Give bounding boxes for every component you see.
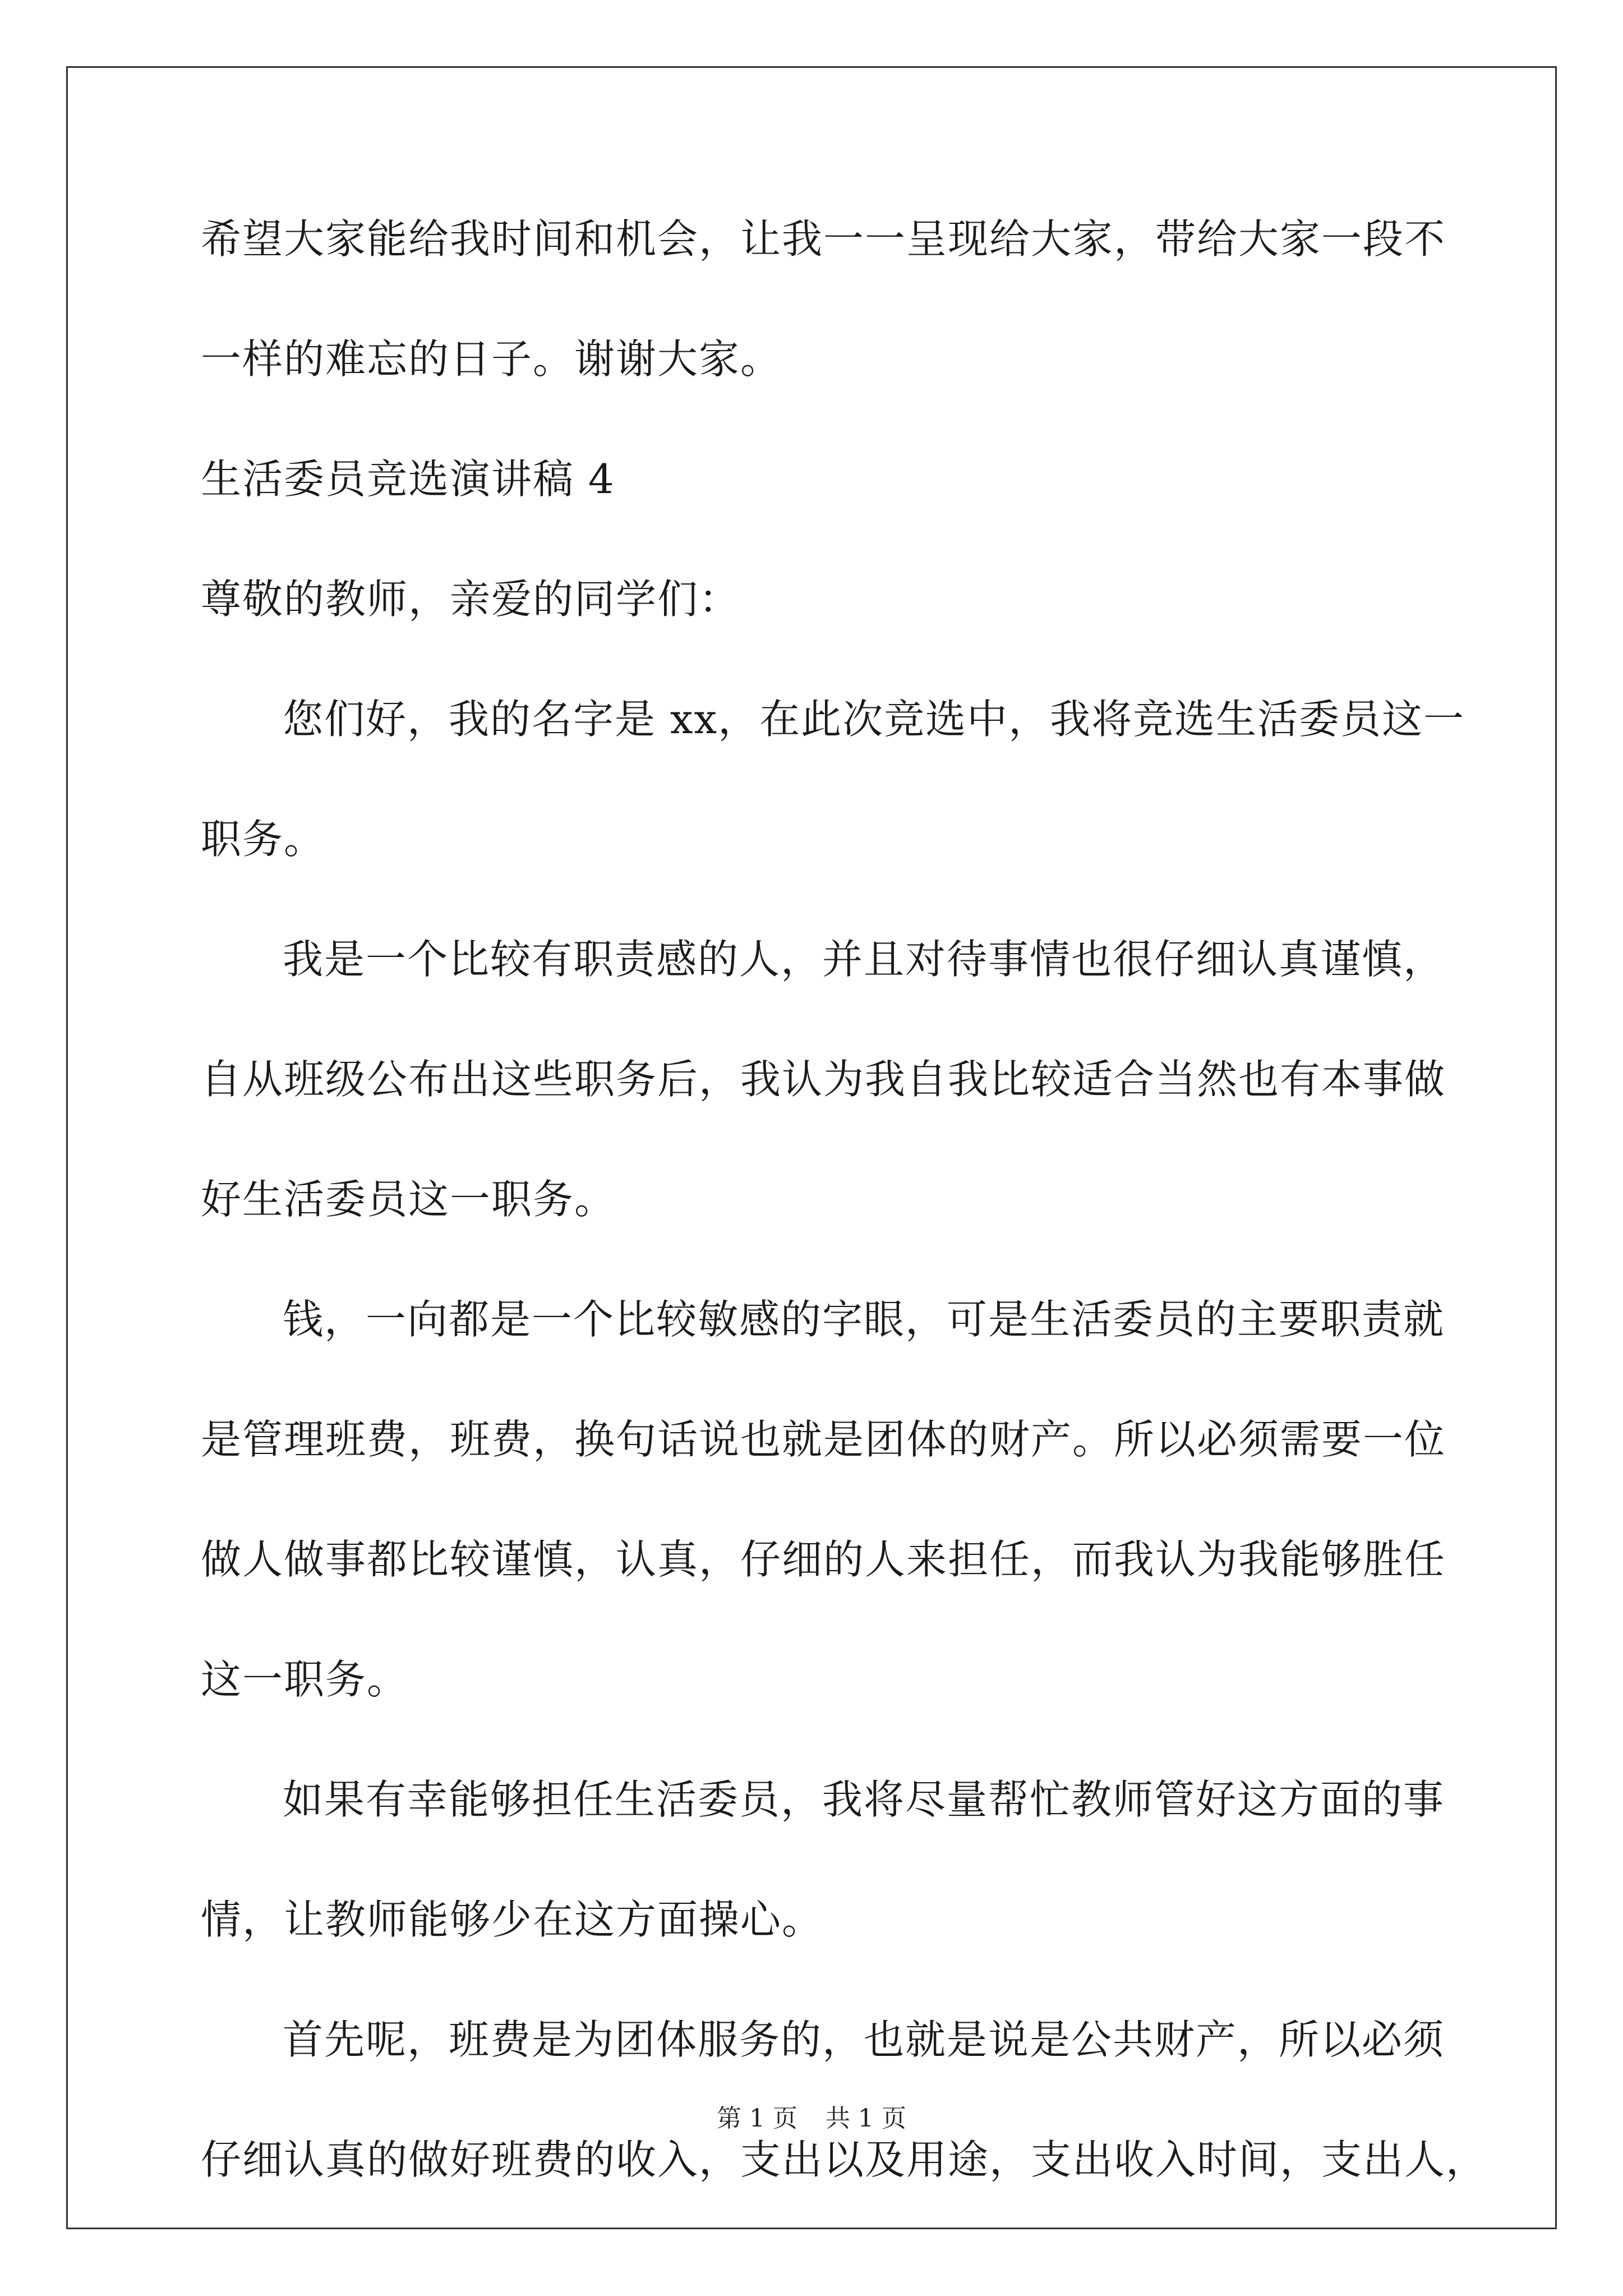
text-line: 钱，一向都是一个比较敏感的字眼，可是生活委员的主要职责就: [283, 1296, 1445, 1343]
text-line: 做人做事都比较谨慎，认真，仔细的人来担任，而我认为我能够胜任: [201, 1536, 1446, 1583]
text-line: 情，让教师能够少在这方面操心。: [201, 1896, 824, 1943]
text-line: 如果有幸能够担任生活委员，我将尽量帮忙教师管好这方面的事: [283, 1776, 1445, 1823]
page-footer: [0, 2106, 1623, 2131]
text-line: 我是一个比较有职责感的人，并且对待事情也很仔细认真谨慎，: [283, 936, 1445, 983]
text-line: 职务。: [201, 816, 326, 863]
salutation: 尊敬的教师，亲爱的同学们：: [201, 576, 741, 623]
section-heading: 生活委员竞选演讲稿 4: [201, 455, 615, 503]
text-line: 希望大家能给我时间和机会，让我一一呈现给大家，带给大家一段不: [201, 215, 1446, 263]
text-line: 好生活委员这一职务。: [201, 1176, 616, 1223]
page-total: 共 1 页: [826, 2104, 906, 2133]
text-line: 仔细认真的做好班费的收入，支出以及用途，支出收入时间，支出人，: [201, 2136, 1488, 2183]
text-line: 这一职务。: [201, 1656, 409, 1703]
page-number: 第 1 页: [717, 2104, 797, 2133]
text-line: 自从班级公布出这些职务后，我认为我自我比较适合当然也有本事做: [201, 1056, 1446, 1103]
text-line: 一样的难忘的日子。谢谢大家。: [201, 335, 782, 383]
document-body: [201, 215, 1488, 2260]
text-line: 首先呢，班费是为团体服务的，也就是说是公共财产，所以必须: [283, 2016, 1445, 2063]
text-line: 您们好，我的名字是 xx，在此次竞选中，我将竞选生活委员这一: [283, 696, 1465, 743]
text-line: 是管理班费，班费，换句话说也就是团体的财产。所以必须需要一位: [201, 1416, 1446, 1463]
